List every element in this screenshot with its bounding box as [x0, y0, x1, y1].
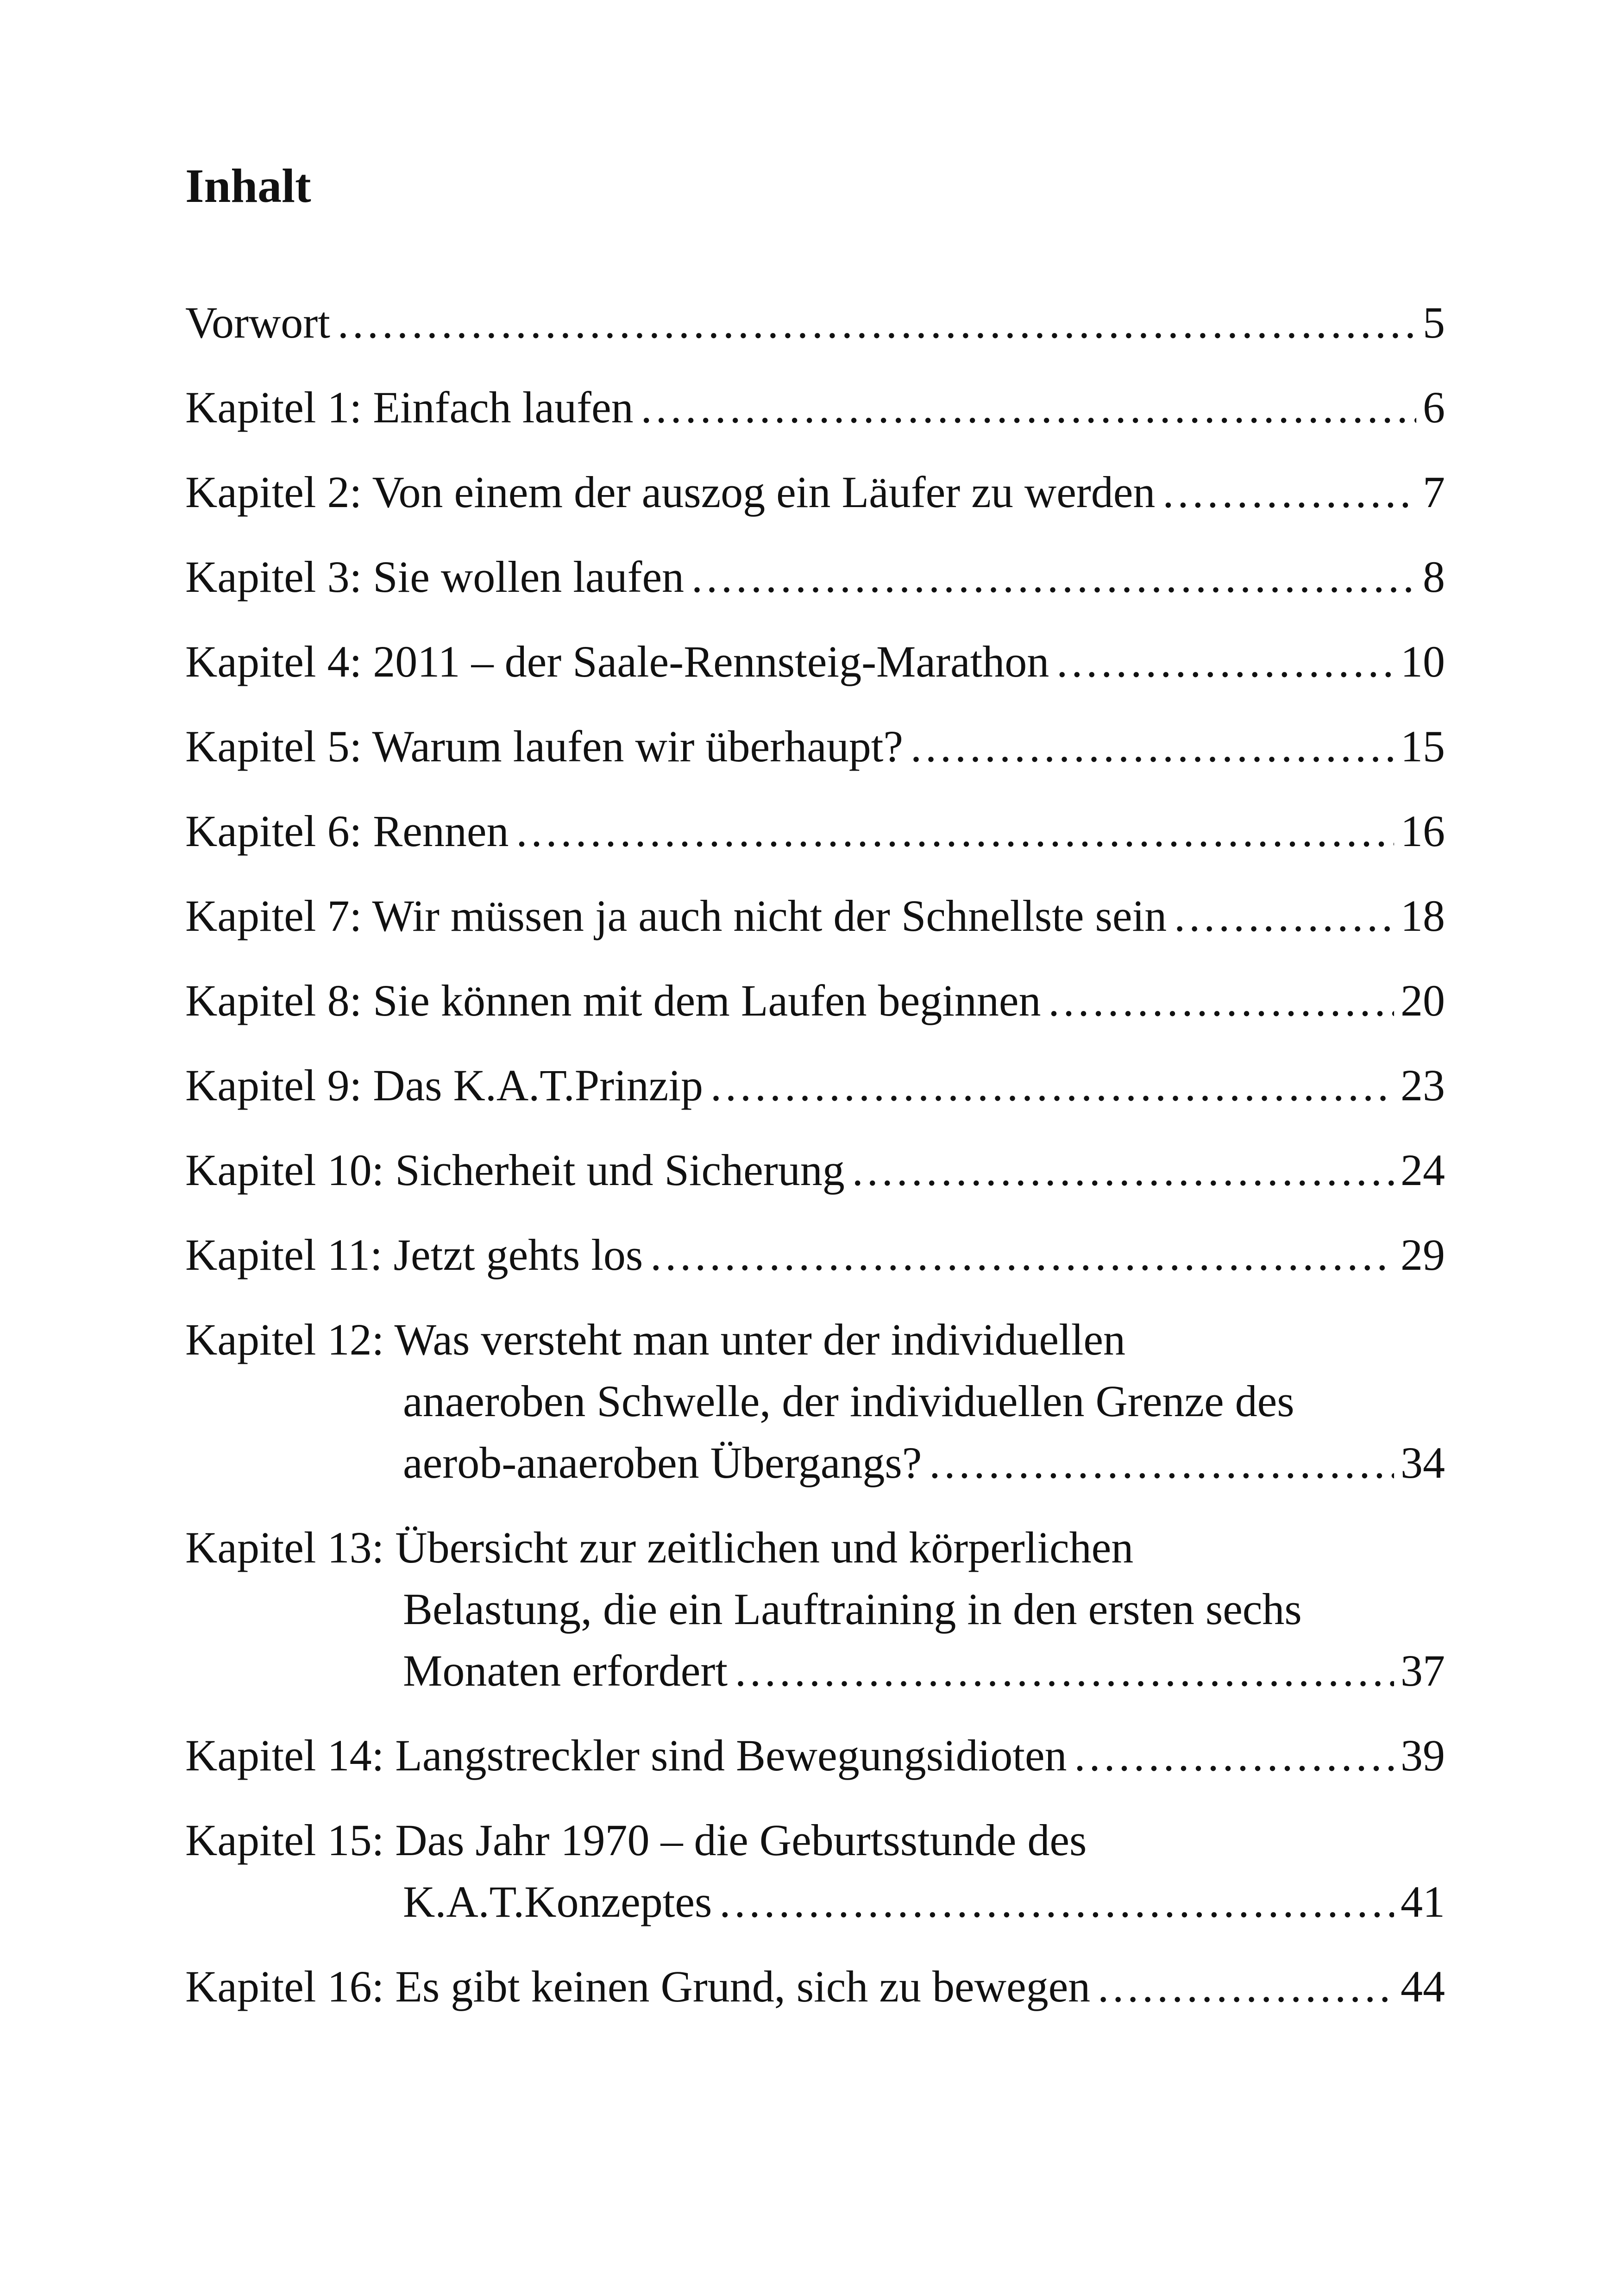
toc-entry-page-number: 23: [1394, 1054, 1445, 1116]
toc-entry-kapitel-9[interactable]: [185, 1054, 1445, 1116]
toc-entry-label: Kapitel 5: Warum laufen wir überhaupt?: [185, 721, 903, 771]
toc-entry-label-line-3: Monaten erfordert: [403, 1646, 728, 1695]
toc-entry-label-line-2: Belastung, die ein Lauftraining in den ersten sechs: [403, 1584, 1302, 1634]
toc-entry-kapitel-16[interactable]: [185, 1956, 1445, 2017]
toc-entry-label: Kapitel 6: Rennen: [185, 806, 509, 856]
toc-entry-kapitel-2[interactable]: [185, 461, 1445, 523]
toc-entry-label: Vorwort: [185, 298, 330, 347]
toc-entry-page-number: 10: [1394, 631, 1445, 692]
toc-entry-kapitel-5[interactable]: [185, 715, 1445, 777]
toc-entry-page-number: 37: [1394, 1640, 1445, 1701]
toc-entry-kapitel-15[interactable]: [185, 1809, 1445, 1932]
toc-entry-kapitel-8[interactable]: [185, 970, 1445, 1031]
toc-entry-kapitel-7[interactable]: [185, 885, 1445, 947]
toc-entry-label: Kapitel 7: Wir müssen ja auch nicht der Schnellste sein: [185, 891, 1167, 941]
toc-entry-page-number: 8: [1416, 546, 1445, 608]
toc-entry-kapitel-10[interactable]: [185, 1139, 1445, 1201]
toc-entry-page-number: 41: [1394, 1871, 1445, 1932]
toc-entry-page-number: 44: [1394, 1956, 1445, 2017]
toc-entry-kapitel-1[interactable]: [185, 376, 1445, 438]
toc-entry-page-number: 16: [1394, 800, 1445, 862]
toc-entry-label: Kapitel 11: Jetzt gehts los: [185, 1230, 643, 1280]
toc-entry-page-number: 39: [1394, 1725, 1445, 1786]
toc-entry-label-line-1: Kapitel 12: Was versteht man unter der individuellen: [185, 1315, 1125, 1364]
toc-entry-label: Kapitel 4: 2011 – der Saale-Rennsteig-Marathon: [185, 637, 1049, 686]
toc-entry-label: Kapitel 9: Das K.A.T.Prinzip: [185, 1060, 704, 1110]
toc-entry-vorwort[interactable]: [185, 292, 1445, 353]
table-of-contents: [185, 292, 1445, 2040]
toc-entry-label: Kapitel 2: Von einem der auszog ein Läufer zu werden: [185, 467, 1156, 517]
toc-entry-page-number: 24: [1394, 1139, 1445, 1201]
page-title: Inhalt: [185, 159, 311, 213]
toc-entry-page-number: 20: [1394, 970, 1445, 1031]
toc-entry-label-line-3: aerob-anaeroben Übergangs?: [403, 1438, 922, 1487]
toc-entry-label-line-1: Kapitel 15: Das Jahr 1970 – die Geburtsstunde des: [185, 1815, 1087, 1865]
toc-entry-label-line-1: Kapitel 13: Übersicht zur zeitlichen und körperlichen: [185, 1523, 1134, 1572]
toc-entry-kapitel-14[interactable]: [185, 1725, 1445, 1786]
toc-entry-page-number: 34: [1394, 1432, 1445, 1493]
toc-entry-page-number: 18: [1394, 885, 1445, 947]
toc-entry-kapitel-4[interactable]: [185, 631, 1445, 692]
toc-entry-page-number: 15: [1394, 715, 1445, 777]
toc-entry-kapitel-3[interactable]: [185, 546, 1445, 608]
toc-entry-label: Kapitel 1: Einfach laufen: [185, 383, 634, 432]
toc-entry-page-number: 5: [1416, 292, 1445, 353]
toc-entry-label: Kapitel 8: Sie können mit dem Laufen beginnen: [185, 976, 1041, 1025]
toc-entry-label: Kapitel 16: Es gibt keinen Grund, sich zu bewegen: [185, 1962, 1091, 2011]
toc-entry-page-number: 29: [1394, 1224, 1445, 1286]
toc-entry-label-line-2: anaeroben Schwelle, der individuellen Grenze des: [403, 1376, 1294, 1426]
toc-entry-kapitel-12[interactable]: [185, 1309, 1445, 1493]
toc-entry-page-number: 7: [1416, 461, 1445, 523]
toc-entry-kapitel-13[interactable]: [185, 1517, 1445, 1701]
toc-entry-kapitel-6[interactable]: [185, 800, 1445, 862]
toc-entry-label-line-2: K.A.T.Konzeptes: [403, 1877, 712, 1926]
toc-entry-kapitel-11[interactable]: [185, 1224, 1445, 1286]
toc-entry-label: Kapitel 14: Langstreckler sind Bewegungsidioten: [185, 1731, 1067, 1780]
toc-entry-label: Kapitel 3: Sie wollen laufen: [185, 552, 685, 602]
toc-entry-label: Kapitel 10: Sicherheit und Sicherung: [185, 1145, 845, 1195]
toc-entry-page-number: 6: [1416, 376, 1445, 438]
